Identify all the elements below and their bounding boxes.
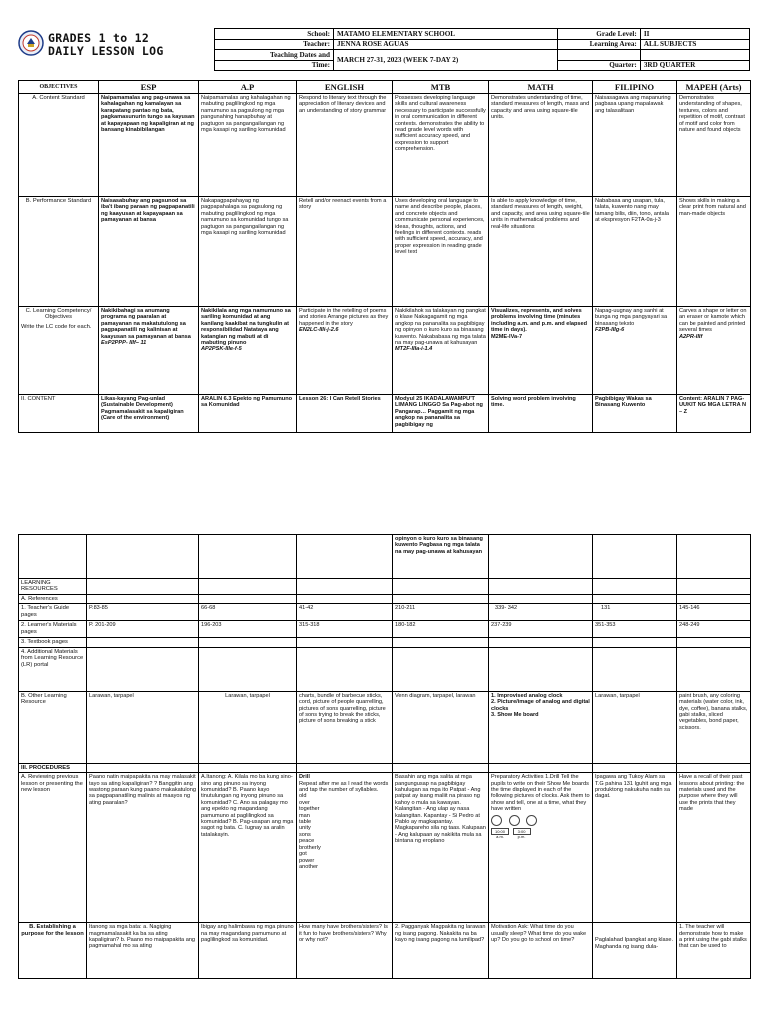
- drill-word: together: [299, 806, 320, 813]
- cell-english: 315-318: [297, 621, 393, 638]
- col-esp: ESP: [99, 81, 199, 94]
- cell-ap: Naipamamalas ang kahalagahan ng mabuting paglilingkod ng mga namumuno sa pagsulong ng mga pangunahing hanapbuhay at pagtugon sa pangangailangan ng mga kasapi ng sariling komunidad: [199, 94, 297, 197]
- col-mapeh: MAPEH (Arts): [677, 81, 751, 94]
- drill-word: brotherly: [299, 844, 321, 851]
- cell-mapeh: [677, 307, 751, 395]
- cell-math: Demonstrates understanding of time, standard measures of length, mass and capacity and area using square-tile units.: [489, 94, 593, 197]
- english-drill-instructions: Repeat after me as I read the words and tap the number of syllables.: [299, 780, 389, 794]
- drill-word: sons: [299, 831, 311, 838]
- teacher-label: Teacher:: [215, 39, 334, 50]
- row-label: [19, 307, 99, 395]
- cell-mtb: 180-182: [393, 621, 489, 638]
- drill-word: unity: [299, 825, 311, 832]
- cell-mtb: [393, 307, 489, 395]
- digital-clock-label: 10:00 a.m.: [491, 828, 509, 835]
- row-label: LEARNING RESOURCES: [19, 579, 87, 595]
- cell-mapeh: Shows skills in making a clear print from natural and man-made objects: [677, 197, 751, 307]
- cell-filipino: Nababasa ang usapan, tula, talata, kuwento nang may tamang bilis, diin, tono, antala at ekspresyon F2TA-0a-j-3: [593, 197, 677, 307]
- cell-english: charts, bundle of barbecue sticks, cord, picture of people quarrelling, pictures of sons quarrelling, picture of sons trying to break the sticks, picture of sons breaking a stick: [297, 691, 393, 763]
- cell-ap: Nakapagpapahayag ng pagpapahalaga sa pagsulong ng mabuting paglilingkod ng mga namumuno sa komunidad tungo sa pagtugon sa pangangailangan ng mga kasapi ng sariling komunidad: [199, 197, 297, 307]
- row-performance-standard: [19, 197, 751, 307]
- math-code: M2ME-IVa-7: [491, 333, 523, 340]
- learning-area-label: Learning Area:: [558, 39, 640, 50]
- cell-english: 41-42: [297, 604, 393, 621]
- row-learners-materials: [19, 621, 751, 638]
- quarter-value: 3RD QUARTER: [640, 60, 749, 71]
- cell-filipino: Pagbibigay Wakas sa Binasang Kuwento: [593, 395, 677, 433]
- cell-math: Motivation Ask: What time do you usually sleep? What time do you wake up? Do you go to school on time?: [489, 923, 593, 979]
- cell-math: 339- 342: [489, 604, 593, 621]
- row-content-standard: [19, 94, 751, 197]
- drill-word: got: [299, 851, 307, 858]
- cell-math: 237-239: [489, 621, 593, 638]
- col-ap: A.P: [199, 81, 297, 94]
- cell-math: [489, 691, 593, 763]
- row-reviewing: [19, 773, 751, 923]
- cell-english: [297, 307, 393, 395]
- cell-mtb: Basahin ang mga salita at mga pangungusap na pagbibigay kahulugan sa mga ito Patpat - Ang patpat ay isang maliit na piraso ng kahoy o mula sa kawayan. Kalangitan - Ang ulap ay nasa kalangitan. Kapantay - Si Pedro at Pablo ay magkapantay. Magkapareho sila ng taas. Kalupaan - Ang kalupaan ay nakikita mula sa bintana ng eroplano: [393, 773, 489, 923]
- cell-filipino: Naisasagawa ang mapanuring pagbasa upang mapalawak ang talasalitaan: [593, 94, 677, 197]
- col-filipino: FILIPINO: [593, 81, 677, 94]
- esp-code: EsP2PPP- IIIf– 11: [101, 340, 147, 347]
- digital-clock-label: 3:00 p.m.: [513, 828, 531, 835]
- cell-mapeh: Content: ARALIN 7 PAG-UUKIT NG MGA LETRA N – Z: [677, 395, 751, 433]
- drill-word: another: [299, 863, 318, 870]
- math-resource-2: 2. Picture/image of analog and digital clocks: [491, 699, 590, 712]
- cell-ap: 66-68: [199, 604, 297, 621]
- page-header: [18, 28, 750, 74]
- ap-competency: Nakikilala ang mga namumuno sa sariling komunidad at ang kanilang kaakibat na tungkulin at responsibilidad Natataya ang katangian ng mabuti at di mabuting pinuno: [201, 308, 291, 347]
- row-other-resources: [19, 691, 751, 763]
- col-mtb: MTB: [393, 81, 489, 94]
- math-resource-1: 1. Improvised analog clock: [491, 692, 563, 699]
- cell-math: [489, 307, 593, 395]
- row-label: A. Reviewing previous lesson or presenting the new lesson: [19, 773, 87, 923]
- row-label: B. Performance Standard: [19, 197, 99, 307]
- filipino-competency: Napag-uugnay ang sanhi at bunga ng mga pangyayari sa binasang teksto: [595, 308, 668, 327]
- cell-ap: ARALIN 6.3 Epekto ng Pamumuno sa Komunidad: [199, 395, 297, 433]
- mapeh-competency: Carves a shape or letter on an eraser or kamote which can be painted and printed several times: [679, 308, 747, 334]
- row-label: 4. Additional Materials from Learning Resource (LR) portal: [19, 647, 87, 691]
- row-label: 3. Textbook pages: [19, 638, 87, 647]
- time-label: Time:: [215, 60, 334, 71]
- row-teachers-guide: [19, 604, 751, 621]
- cell-mapeh: 145-146: [677, 604, 751, 621]
- cell-mtb: Modyul 25 IKADALAWAMPU'T LIMANG LINGGO Sa Pag-abot ng Pangarap… Paggamit ng mga angkop na pananalita sa pagbibigay ng: [393, 395, 489, 433]
- cell-english: Respond to literary text through the appreciation of literary devices and an understanding of story grammar: [297, 94, 393, 197]
- cell-math: Is able to apply knowledge of time, standard measures of length, weight, and capacity, and area using square-tile units in mathematical problems and real-life situations: [489, 197, 593, 307]
- drill-word: power: [299, 857, 315, 864]
- math-drill: Preparatory Activities 1.Drill Tell the pupils to write on their Show Me boards the time displayed in each of the following pictures of clocks. Ask them to show and tell, one at a time, what they have written: [491, 774, 590, 813]
- mtb-code: MT2F-IIIa-i-1.4: [395, 346, 433, 353]
- cell-mapeh: Have a recall of their past lessons about printing: the materials used and the purpose where they will use the prints that they made: [677, 773, 751, 923]
- school-value: MATAMO ELEMENTARY SCHOOL: [334, 29, 558, 40]
- english-competency: Participate in the retelling of poems and stories Arrange pictures as they happened in the story: [299, 308, 389, 327]
- cell-english: [297, 773, 393, 923]
- esp-competency: Nakikibahagi sa anumang programa ng paaralan at pamayanan na makatutulong sa pagpapanatili ng kalinisan at kaayusan sa pamayanan at bansa: [101, 308, 191, 340]
- title-line-1: GRADES 1 to 12: [48, 31, 150, 45]
- col-math: MATH: [489, 81, 593, 94]
- row-procedures: [19, 763, 751, 772]
- cell-filipino: Larawan, tarpapel: [593, 691, 677, 763]
- cell-mapeh: Demonstrates understanding of shapes, textures, colors and repetition of motif, contrast of motif and color from nature and found objects: [677, 94, 751, 197]
- deped-seal-icon: [18, 30, 44, 56]
- row-label: II. CONTENT: [19, 395, 99, 433]
- row-learning-competency: [19, 307, 751, 395]
- cell-filipino: [593, 307, 677, 395]
- col-english: ENGLISH: [297, 81, 393, 94]
- ap-code: AP2PSK-IIIe-f-5: [201, 346, 242, 353]
- cell-esp: P.83-85: [87, 604, 199, 621]
- row-label: A. References: [19, 595, 87, 604]
- lesson-log-table-page-2: [18, 534, 751, 979]
- drill-word: over: [299, 799, 310, 806]
- row-label-note: Write the LC code for each.: [21, 323, 92, 330]
- cell-mtb: 2. Pagganyak Magpakita ng larawan ng isang pagong. Nakakita na ba kayo ng isang pagong na lumilipad?: [393, 923, 489, 979]
- cell-ap: 196-203: [199, 621, 297, 638]
- cell-ap: A.Itanong: A. Kilala mo ba kung sino-sino ang pinuno sa inyong komunidad? B. Paano kayo tinutulungan ng inyong pinuno sa komunidad? C. Ano sa palagay mo ang epekto ng magandang pamumuno at paglilingkod sa komunidad? B. Pag-usapan ang mga sagot ng bata. C. Iugnay sa aralin tatalakayin.: [199, 773, 297, 923]
- row-label: 2. Learner's Materials pages: [19, 621, 87, 638]
- title-line-2: DAILY LESSON LOG: [48, 44, 164, 58]
- mapeh-code: A2PR-IIIf: [679, 333, 703, 340]
- english-code: EN2LC-IIIi-j-2.6: [299, 327, 339, 334]
- drill-word: table: [299, 819, 312, 826]
- cell-esp: Paano natin maipapakita na may malasakit tayo sa ating kapaligiran? ? Banggitin ang wastong paraan kung paano makakatulong sa pagpapanatiling malinis at maayos ng ating paaralan?: [87, 773, 199, 923]
- teaching-dates-value: MARCH 27-31, 2023 (WEEK 7-DAY 2): [334, 50, 558, 71]
- cell-filipino: 351-353: [593, 621, 677, 638]
- drill-word: peace: [299, 838, 315, 845]
- cell-ap: Larawan, tarpapel: [199, 691, 297, 763]
- school-label: School:: [215, 29, 334, 40]
- drill-word: man: [299, 812, 310, 819]
- cell-mtb: 210-211: [393, 604, 489, 621]
- cell-ap: Ibigay ang halimbawa ng mga pinuno na may magandang pamumuno at paglilingkod sa komunidad.: [199, 923, 297, 979]
- row-label-title: C. Learning Competency/ Objectives: [25, 308, 92, 321]
- clock-icon: [509, 815, 520, 826]
- filipino-code: F2PB-IIIg-6: [595, 327, 625, 334]
- teaching-dates-label: Teaching Dates and: [215, 50, 334, 61]
- cell-mapeh: 1. The teacher will demonstrate how to make a print using the gabi stalks that can be used to: [677, 923, 751, 979]
- cell-esp: Naipamamalas ang pag-unawa sa kahalagahan ng kamalayan sa karapatang pantao ng bata, pagkamasunurin tungo sa kayusan at kapayapaan ng kapaligiran at ng bansang kinabibilangan: [99, 94, 199, 197]
- english-drill-title: Drill: [299, 774, 310, 781]
- cell-filipino: Paglalahad Ipangkat ang klase. Maghanda ng isang dula-: [593, 923, 677, 979]
- cell-mapeh: paint brush, any coloring materials (water color, ink, dye, coffee), banana stalks, gabi stalks, sliced vegetables, bond paper, scissors.: [677, 691, 751, 763]
- grade-level-value: II: [640, 29, 749, 40]
- mtb-competency: Nakikilahok sa talakayan ng pangkat o klase Nakagagamit ng mga angkop na pananalita sa pagbibigay ng opinyon o kuro kuro sa binasang kuwento. Nakababasa ng mga talata na may pag-unawa at kahusayan: [395, 308, 486, 347]
- drill-word: old: [299, 793, 307, 800]
- lesson-log-table-page-1: [18, 80, 751, 433]
- cell-mtb: Possesses developing language skills and cultural awareness necessary to participate successfully in oral communication in different contexts. demonstrates the ability to read grade level words with sufficient accuracy speed, and expression to support comprehension.: [393, 94, 489, 197]
- row-additional-materials: [19, 647, 751, 691]
- teacher-value: JENNA ROSE AGUAS: [334, 39, 558, 50]
- cell-math: Solving word problem involving time.: [489, 395, 593, 433]
- row-label: B. Establishing a purpose for the lesson: [19, 923, 87, 979]
- cell-ap: [199, 307, 297, 395]
- row-content: [19, 395, 751, 433]
- col-objectives: OBJECTIVES: [19, 81, 99, 94]
- cell-esp: Naisasabuhay ang pagsunod sa iba't ibang paraan ng pagpapanatili ng kaayusan at kapayapaan sa pamayanan at bansa: [99, 197, 199, 307]
- cell-esp: Likas-kayang Pag-unlad (Sustainable Development) Pagmamalasakit sa kapaligiran (Care of the environment): [99, 395, 199, 433]
- row-label: 1. Teacher's Guide pages: [19, 604, 87, 621]
- clock-pictures: [491, 815, 590, 840]
- row-references: [19, 595, 751, 604]
- lesson-info-table: [214, 28, 750, 71]
- cell-filipino: 131: [593, 604, 677, 621]
- cell-esp: Itanong sa mga bata: a. Nagiging magmamalasakit ka ba sa ating kapaligiran? b. Paano mo maipapakita ang pagmamahal mo sa ating: [87, 923, 199, 979]
- cell-filipino: Ipagawa ang Tukoy Alam sa T.G pahina 131 Iguhit ang mga produktong nakukuha natin sa dagat.: [593, 773, 677, 923]
- english-word-list: [299, 793, 390, 870]
- row-learning-resources: [19, 579, 751, 595]
- row-establishing-purpose: [19, 923, 751, 979]
- grade-level-label: Grade Level:: [558, 29, 640, 40]
- cell-mtb: Venn diagram, tarpapel, larawan: [393, 691, 489, 763]
- cell-mapeh: 248-249: [677, 621, 751, 638]
- cell-english: How many have brothers/sisters? Is it fun to have brothers/sisters? Why or why not?: [297, 923, 393, 979]
- clock-icon: [491, 815, 502, 826]
- row-label: III. PROCEDURES: [19, 763, 87, 772]
- math-resource-3: 3. Show Me board: [491, 712, 539, 719]
- document-title: [48, 32, 164, 58]
- row-content-continued: [19, 535, 751, 579]
- cell-math: [489, 773, 593, 923]
- row-textbook-pages: [19, 638, 751, 647]
- cell-english: Retell and/or reenact events from a story: [297, 197, 393, 307]
- row-label: B. Other Learning Resource: [19, 691, 87, 763]
- row-label: A. Content Standard: [19, 94, 99, 197]
- learning-area-value: ALL SUBJECTS: [640, 39, 749, 50]
- cell-english: Lesson 26: I Can Retell Stories: [297, 395, 393, 433]
- cell-esp: Larawan, tarpapel: [87, 691, 199, 763]
- clock-icon: [526, 815, 537, 826]
- cell-esp: P. 201-209: [87, 621, 199, 638]
- quarter-label: Quarter:: [558, 60, 640, 71]
- cell-mtb-continued: opinyon o kuro kuro sa binasang kuwento Pagbasa ng mga talata na may pag-unawa at kahusayan: [393, 535, 489, 579]
- math-competency: Visualizes, represents, and solves problems involving time (minutes including a.m. and p.m. and elapsed time in days).: [491, 308, 588, 334]
- cell-mtb: Uses developing oral language to name and describe people, places, and concrete objects and communicate personal experiences, ideas, thoughts, actions, and feelings in different contexts. reads with sufficient speed, accuracy, and proper expression in reading grade level text: [393, 197, 489, 307]
- cell-esp: [99, 307, 199, 395]
